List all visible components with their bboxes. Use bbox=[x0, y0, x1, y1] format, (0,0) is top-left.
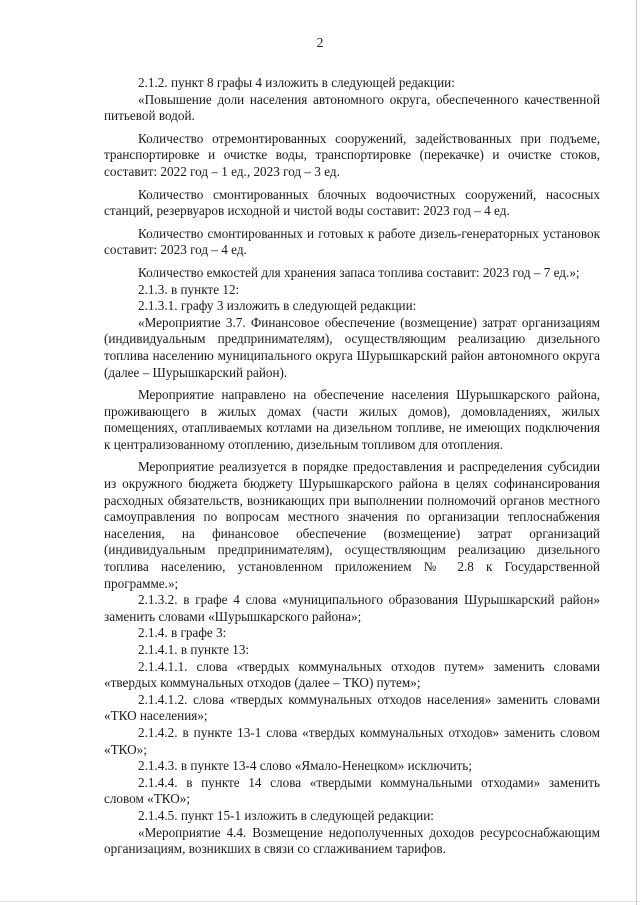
paragraph: Мероприятие направлено на обеспечение населения Шурышкарского района, проживающего в жилых домах (части жилых домов), домовладениях, жилых помещениях, отапливаемых котлами на дизельном топливе, не имеющих подключения к централизованному отоплению, дизельным топливом для отопления. bbox=[104, 387, 600, 452]
paragraph: 2.1.4.2. в пункте 13-1 слова «твердых коммунальных отходов» заменить словом «ТКО»; bbox=[104, 724, 600, 757]
paragraph: Мероприятие реализуется в порядке предоставления и распределения субсидии из окружного бюджета бюджету Шурышкарского района в целях софинансирования расходных обязательств, возникающих при выполнении полномочий органов местного самоуправления по вопросам местного значения по организации теплоснабжения населения, на финансовое обеспечение (возмещение) затрат организаций (индивидуальным предпринимателям), осуществляющим реализацию дизельного топлива населению, установленном приложением № 2.8 к Государственной программе.»; bbox=[104, 459, 600, 591]
paragraph: Количество отремонтированных сооружений, задействованных при подъеме, транспортировке и очистке воды, транспортировке (перекачке) и очистке стоков, составит: 2022 год – 1 ед., 2023 год – 3 ед. bbox=[104, 130, 600, 179]
paragraph: 2.1.3.1. графу 3 изложить в следующей редакции: bbox=[138, 298, 417, 314]
paragraph: «Повышение доли населения автономного округа, обеспеченного качественной питьевой водой. bbox=[104, 91, 600, 124]
paragraph: 2.1.4.3. в пункте 13-4 слово «Ямало-Ненецком» исключить; bbox=[138, 758, 472, 774]
paragraph: Количество емкостей для хранения запаса топлива составит: 2023 год – 7 ед.»; bbox=[138, 264, 580, 280]
paragraph: 2.1.4.1. в пункте 13: bbox=[138, 642, 250, 657]
page-edge-bottom bbox=[0, 901, 640, 902]
paragraph: «Мероприятие 3.7. Финансовое обеспечение (возмещение) затрат организациям (индивидуальным предпринимателям), осуществляющим реализацию дизельного топлива населению муниципального округа Шурышкарский район автономного округа (далее – Шурышкарский район). bbox=[104, 314, 600, 380]
paragraph: 2.1.2. пункт 8 графы 4 изложить в следующей редакции: bbox=[138, 75, 455, 90]
paragraph: 2.1.4.1.1. слова «твердых коммунальных отходов путем» заменить словами «твердых коммунальных отходов (далее – ТКО) путем»; bbox=[104, 658, 600, 691]
paragraph: «Мероприятие 4.4. Возмещение недополученных доходов ресурсоснабжающим организациям, возникших в связи со сглаживанием тарифов. bbox=[104, 824, 600, 857]
paragraph: 2.1.4. в графе 3: bbox=[138, 625, 227, 641]
page-number: 2 bbox=[316, 35, 324, 50]
paragraph: Количество смонтированных и готовых к работе дизель-генераторных установок составит: 2023 год – 4 ед. bbox=[104, 225, 600, 258]
paragraph: 2.1.4.1.2. слова «твердых коммунальных отходов населения» заменить словами «ТКО населения»; bbox=[104, 691, 600, 724]
paragraph: Количество смонтированных блочных водоочистных сооружений, насосных станций, резервуаров исходной и чистой воды составит: 2023 год – 4 ед. bbox=[104, 186, 600, 219]
paragraph: 2.1.3.2. в графе 4 слова «муниципального образования Шурышкарский район» заменить словами «Шурышкарского района»; bbox=[104, 592, 600, 624]
document-body bbox=[104, 75, 600, 858]
paragraph: 2.1.4.4. в пункте 14 слова «твердыми коммунальными отходами» заменить словом «ТКО»; bbox=[104, 774, 600, 807]
paragraph: 2.1.3. в пункте 12: bbox=[138, 281, 240, 297]
page-edge-right bbox=[636, 0, 637, 905]
paragraph: 2.1.4.5. пункт 15-1 изложить в следующей редакции: bbox=[138, 807, 434, 823]
